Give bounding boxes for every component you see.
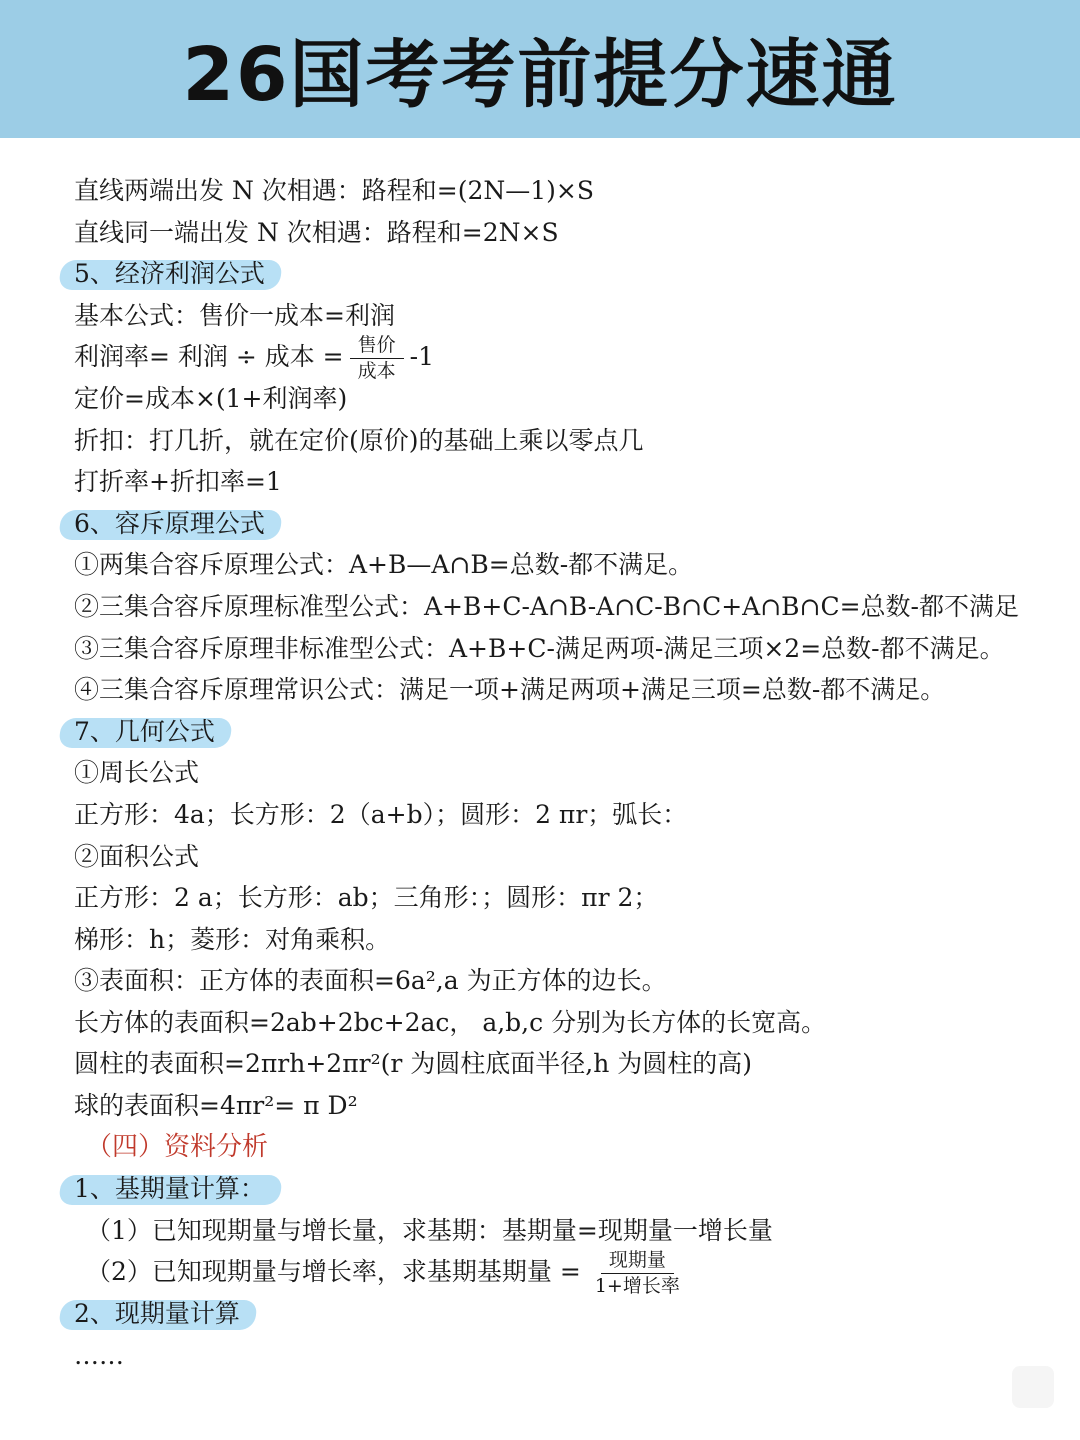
text-line: 基本公式：售价一成本=利润 — [74, 300, 395, 330]
text-line: ①周长公式 — [74, 758, 200, 788]
text-line: ③三集合容斥原理非标准型公式：A+B+C-满足两项-满足三项×2=总数-都不满足。 — [74, 633, 1005, 663]
section-heading-inclusion-exclusion: 6、容斥原理公式 — [74, 503, 271, 545]
formula-line — [74, 334, 1054, 383]
title-banner — [0, 0, 1080, 138]
ellipsis-line: …… — [74, 1340, 124, 1370]
text-line: ②三集合容斥原理标准型公式：A+B+C-A∩B-A∩C-B∩C+A∩B∩C=总数-都不满足 — [74, 591, 1019, 621]
text-line: 圆柱的表面积=2πrh+2πr²(r 为圆柱底面半径,h 为圆柱的高) — [74, 1049, 752, 1079]
page-title: 26国考考前提分速通 — [182, 32, 898, 118]
text-line: ④三集合容斥原理常识公式：满足一项+满足两项+满足三项=总数-都不满足。 — [74, 675, 946, 705]
text-line: 球的表面积=4πr²= π D² — [74, 1091, 358, 1121]
text-line: 打折率+折扣率=1 — [74, 467, 282, 497]
fraction-denominator: 1+增长率 — [594, 1275, 680, 1298]
fraction-denominator: 成本 — [357, 360, 396, 383]
text-line: 折扣：打几折，就在定价(原价)的基础上乘以零点几 — [74, 425, 644, 455]
formula-text: -1 — [409, 342, 435, 372]
text-line: 正方形：4a；长方形：2（a+b）；圆形：2 πr；弧长： — [74, 799, 688, 829]
text-line: 梯形：h；菱形：对角乘积。 — [74, 924, 391, 954]
text-line: 正方形：2 a；长方形：ab；三角形：；圆形：πr 2； — [74, 883, 659, 913]
section-heading-current-period: 2、现期量计算 — [74, 1293, 246, 1335]
text-line: ②面积公式 — [74, 841, 200, 871]
fraction-numerator: 售价 — [350, 336, 404, 359]
section-heading-profit: 5、经济利润公式 — [74, 253, 271, 295]
section-heading-data-analysis: （四）资料分析 — [86, 1131, 269, 1162]
section-heading-base-period: 1、基期量计算： — [74, 1168, 271, 1210]
text-line: 定价=成本×(1+利润率) — [74, 383, 348, 413]
content — [74, 170, 1054, 1376]
text-line: 直线同一端出发 N 次相遇：路程和=2N×S — [74, 217, 559, 247]
text-line: 直线两端出发 N 次相遇：路程和=(2N—1)×S — [74, 176, 594, 205]
text-line: ③表面积：正方体的表面积=6a²,a 为正方体的边长。 — [74, 966, 667, 996]
watermark-icon — [1012, 1366, 1054, 1408]
text-line: ①两集合容斥原理公式：A+B—A∩B=总数-都不满足。 — [74, 550, 694, 580]
fraction-numerator: 现期量 — [601, 1251, 674, 1274]
text-line: （1）已知现期量与增长量，求基期：基期量=现期量一增长量 — [86, 1215, 773, 1245]
fraction — [587, 1251, 688, 1296]
formula-line — [74, 1249, 1054, 1298]
section-heading-geometry: 7、几何公式 — [74, 711, 221, 753]
formula-text: （2）已知现期量与增长率，求基期基期量 = — [86, 1257, 581, 1287]
formula-text: 利润率= 利润 ÷ 成本 = — [74, 342, 344, 372]
fraction — [350, 336, 404, 381]
text-line: 长方体的表面积=2ab+2bc+2ac， a,b,c 分别为长方体的长宽高。 — [74, 1007, 827, 1037]
